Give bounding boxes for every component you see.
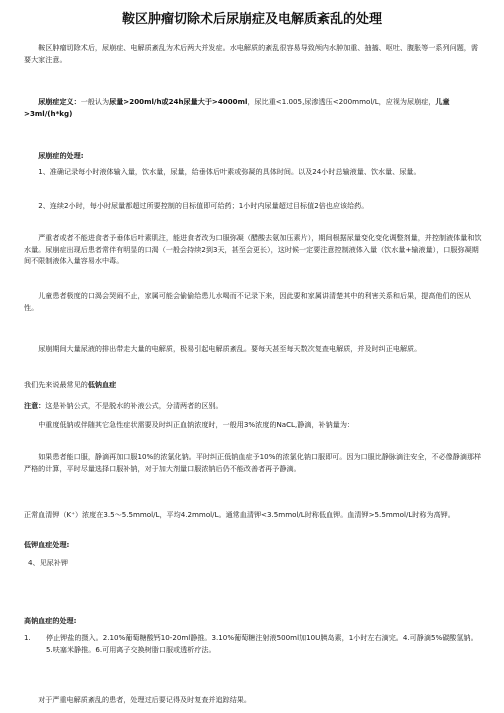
definition-bold-2: 儿童>3ml/(h*kg) [24,97,450,118]
di-step-1: 1、准确记录每小时液体输入量，饮水量，尿量，给垂体后叶素或弥凝的具体时间。以及24小时总输液量、饮水量、尿量。 [38,167,421,176]
final-paragraph: 对于严重电解质紊乱的患者，处理过后要记得及时复查并追踪结果。 [38,695,251,704]
potassium-paragraph: 正常血清钾（K⁺）浓度在3.5～5.5mmol/L，平均4.2mmol/L。通常血清钾<3.5mmol/L时称低血钾。血清钾>5.5mmol/L时称为高钾。 [24,510,455,519]
definition-text-2: ，尿比重<1.005,尿渗透压<200mmol/L，应视为尿崩症， [247,97,436,106]
list-item-text: 停止钾盐的摄入。2.10%葡萄糖酸钙10-20ml静推。3.10%葡萄糖注射液500ml加10U胰岛素，1小时左右滴完。4.可静滴5%碳酸氢钠。5.呋塞米静推。6.可用离子交换树脂口服或透析疗法。 [46,633,478,654]
definition-label: 尿崩症定义： [38,97,81,106]
hyponatremia-intro-bold: 低钠血症 [87,380,117,389]
hypokalemia-item: 4、见尿补钾 [28,558,68,567]
hyponatremia-intro-text: 我们先来说最常见的 [24,380,88,389]
list-number: 1. [24,633,31,642]
hypernatremia-list-item [24,632,484,655]
di-step-2: 2、连续2小时，每小时尿量都超过所要控制的目标值即可给药；1小时内尿量超过目标值2倍也应该给药。 [38,201,369,210]
definition-bold-1: 尿量>200ml/h或24h尿量大于>4000ml [109,97,248,106]
di-step-4: 儿童患者极度的口渴会哭闹不止，家属可能会偷偷给患儿水喝而不记录下来，因此要和家属讲清楚其中的利害关系和后果，提高他们的医从性。 [24,291,471,312]
intro-paragraph: 鞍区肿瘤切除术后，尿崩症、电解质紊乱为术后两大并发症。水电解质的紊乱很容易导致颅内水肿加重、抽搐、呕吐、腹胀等一系列问题，需要大家注意。 [24,43,478,64]
di-step-3: 严重者或者不能进食者予垂体后叶素肌注，能进食者改为口服弥凝（醋酸去氨加压素片），期间根据尿量变化变化调整剂量，并控制液体量和饮水量。尿崩症出现后患者常伴有明显的口渴（一般会持续2到3天，甚至会更长），这时候一定要注意控制液体入量（饮水量+输液量），口服弥凝期间不限制液体入量容易水中毒。 [24,233,482,266]
note-label: 注意： [24,401,46,410]
sodium-paragraph-1: 中重度低钠或伴随其它急性症状需要及时纠正血钠浓度时，一般用3%浓度的NaCL,静滴，补钠量为： [38,420,355,429]
note-paragraph [24,400,484,412]
definition-text-1: 一般认为 [80,97,110,106]
sodium-paragraph-2: 如果患者能口服，静滴再加口服10%的浓氯化钠。平时纠正低钠血症予10%的浓氯化钠口服即可。因为口服比静脉滴注安全，不必像静滴那样严格的计算，平时尽量选择口服补钠，对于加大剂量口服浓钠后仍不能改善者再予静滴。 [24,452,482,473]
hypernatremia-heading: 高钠血症的处理: [24,616,77,625]
page-title: 鞍区肿瘤切除术后尿崩症及电解质紊乱的处理 [121,12,382,27]
section-heading-di: 尿崩症的处理: [38,151,84,160]
hypokalemia-heading: 低钾血症处理: [24,540,70,549]
electrolyte-intro: 尿崩期间大量尿液的排出带走大量的电解质，极易引起电解质紊乱。要每天甚至每天数次复查电解质，并及时纠正电解质。 [38,344,422,353]
note-text: 这是补钠公式，不是脱水的补液公式，分清两者的区别。 [45,401,223,410]
hyponatremia-intro [24,379,484,391]
definition-paragraph [24,96,484,119]
